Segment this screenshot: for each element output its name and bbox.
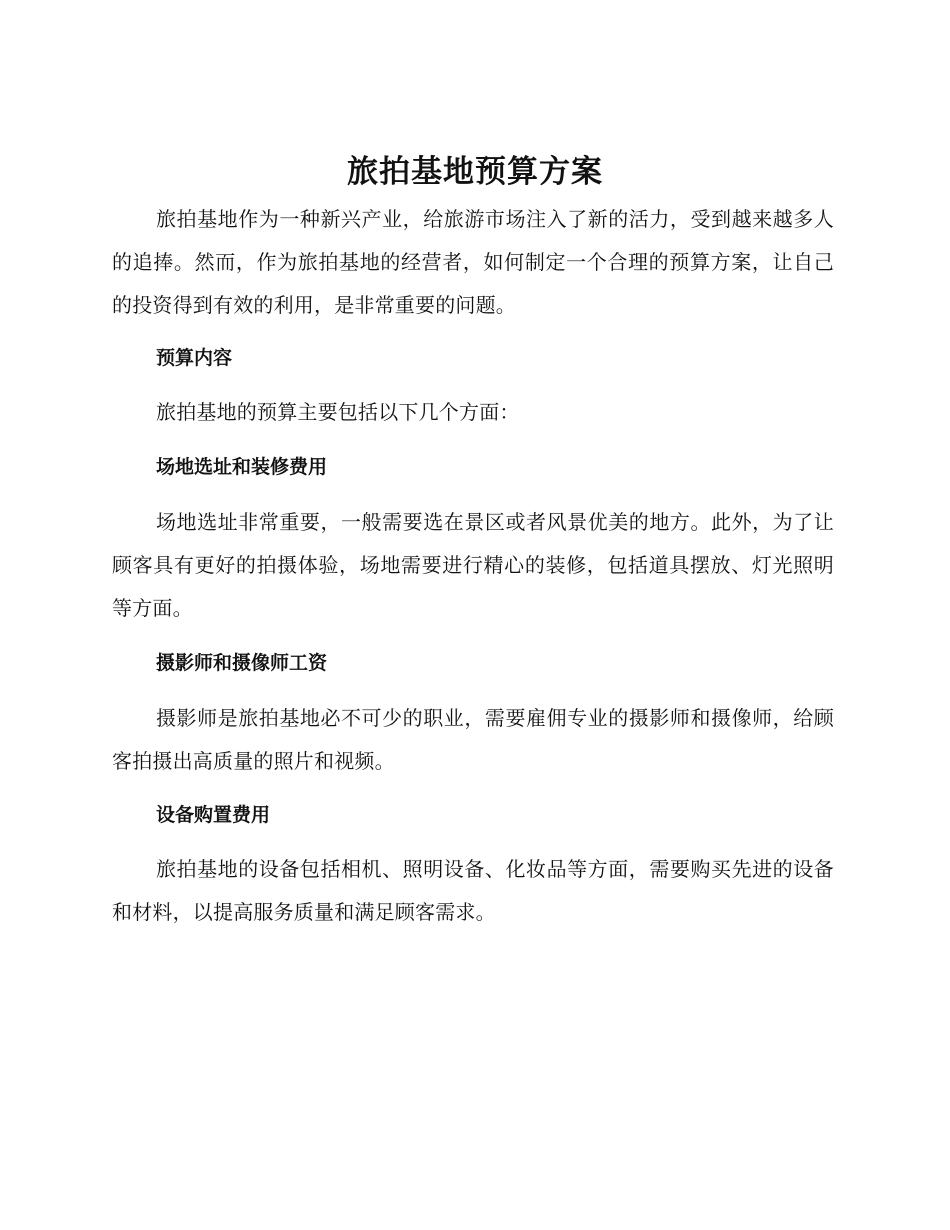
section-heading-staff-salary: 摄影师和摄像师工资 xyxy=(156,652,328,674)
section-heading-equipment-cost: 设备购置费用 xyxy=(156,804,271,826)
intro-paragraph: 旅拍基地作为一种新兴产业，给旅游市场注入了新的活力，受到越来越多人的追捧。然而，作为旅拍基地的经营者，如何制定一个合理的预算方案，让自己的投资得到有效的利用，是非常重要的问题。 xyxy=(112,207,834,317)
section-heading-budget-content: 预算内容 xyxy=(156,347,233,369)
section-body-venue-cost: 场地选址非常重要，一般需要选在景区或者风景优美的地方。此外，为了让顾客具有更好的拍摄体验，场地需要进行精心的装修，包括道具摆放、灯光照明等方面。 xyxy=(112,510,834,620)
section-body-equipment-cost: 旅拍基地的设备包括相机、照明设备、化妆品等方面，需要购买先进的设备和材料，以提高服务质量和满足顾客需求。 xyxy=(112,857,834,924)
document-title: 旅拍基地预算方案 xyxy=(347,154,603,190)
section-body-budget-content: 旅拍基地的预算主要包括以下几个方面： xyxy=(156,400,520,424)
section-heading-venue-cost: 场地选址和装修费用 xyxy=(156,456,328,478)
section-body-staff-salary: 摄影师是旅拍基地必不可少的职业，需要雇佣专业的摄影师和摄像师，给顾客拍摄出高质量的照片和视频。 xyxy=(112,706,834,773)
